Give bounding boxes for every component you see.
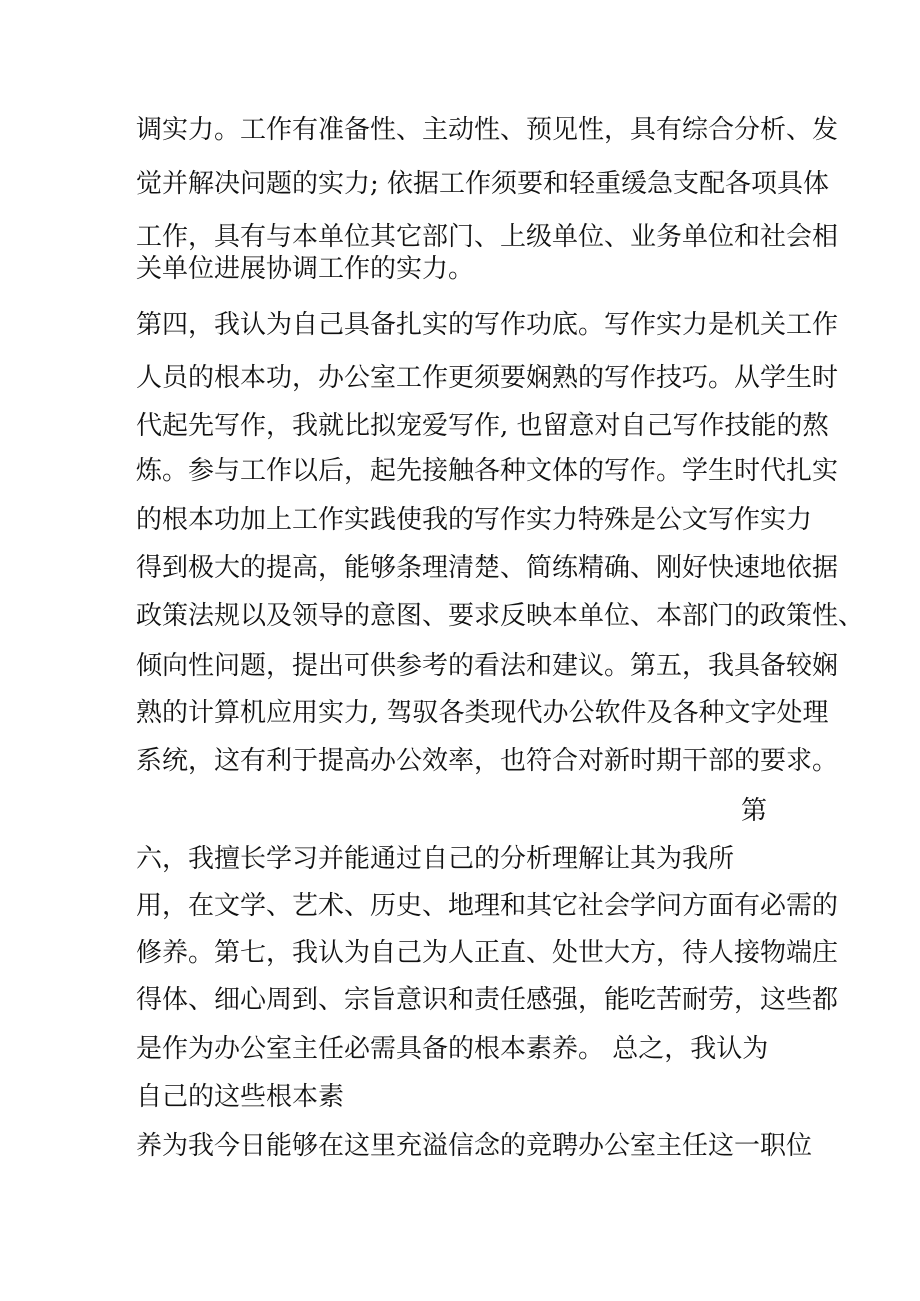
text-line-6: 人员的根本功，办公室工作更须要娴熟的写作技巧。从学生时 <box>136 363 839 393</box>
text-line-18: 修养。第七，我认为自己为人正直、处世大方，待人接物端庄 <box>136 938 839 968</box>
text-line-16: 六，我擅长学习并能通过自己的分析理解让其为我所 <box>136 844 735 874</box>
text-line-15: 第 <box>741 796 768 826</box>
text-line-20: 是作为办公室主任必需具备的根本素养。 总之，我认为 <box>136 1034 769 1064</box>
text-line-14: 系统，这有利于提高办公效率，也符合对新时期干部的要求。 <box>136 746 839 776</box>
text-line-9: 的根本功加上工作实践使我的写作实力特殊是公文写作实力 <box>136 505 813 535</box>
text-line-2: 觉并解决问题的实力; 依据工作须要和轻重缓急支配各项具体 <box>136 169 830 199</box>
text-line-4: 关单位进展协调工作的实力。 <box>136 254 475 284</box>
text-line-21: 自己的这些根本素 <box>136 1082 345 1112</box>
text-line-22: 养为我今日能够在这里充溢信念的竞聘办公室主任这一职位 <box>136 1131 813 1161</box>
text-line-11: 政策法规以及领导的意图、要求反映本单位、本部门的政策性、 <box>136 601 865 631</box>
text-line-10: 得到极大的提高，能够条理清楚、简练精确、刚好快速地依据 <box>136 553 839 583</box>
text-line-19: 得体、细心周到、宗旨意识和责任感强，能吃苦耐劳，这些都 <box>136 985 839 1015</box>
text-line-1: 调实力。工作有准备性、主动性、预见性，具有综合分析、发 <box>136 115 839 145</box>
text-line-7: 代起先写作，我就比拟宠爱写作, 也留意对自己写作技能的熬 <box>136 411 829 441</box>
text-line-17: 用，在文学、艺术、历史、地理和其它社会学问方面有必需的 <box>136 891 839 921</box>
text-line-5: 第四，我认为自己具备扎实的写作功底。写作实力是机关工作 <box>136 310 839 340</box>
text-line-8: 炼。参与工作以后，起先接触各种文体的写作。学生时代扎实 <box>136 456 839 486</box>
text-line-3: 工作，具有与本单位其它部门、上级单位、业务单位和社会相 <box>136 222 839 252</box>
text-line-13: 熟的计算机应用实力, 驾驭各类现代办公软件及各种文字处理 <box>136 698 829 728</box>
text-line-12: 倾向性问题，提出可供参考的看法和建议。第五，我具备较娴 <box>136 651 839 681</box>
